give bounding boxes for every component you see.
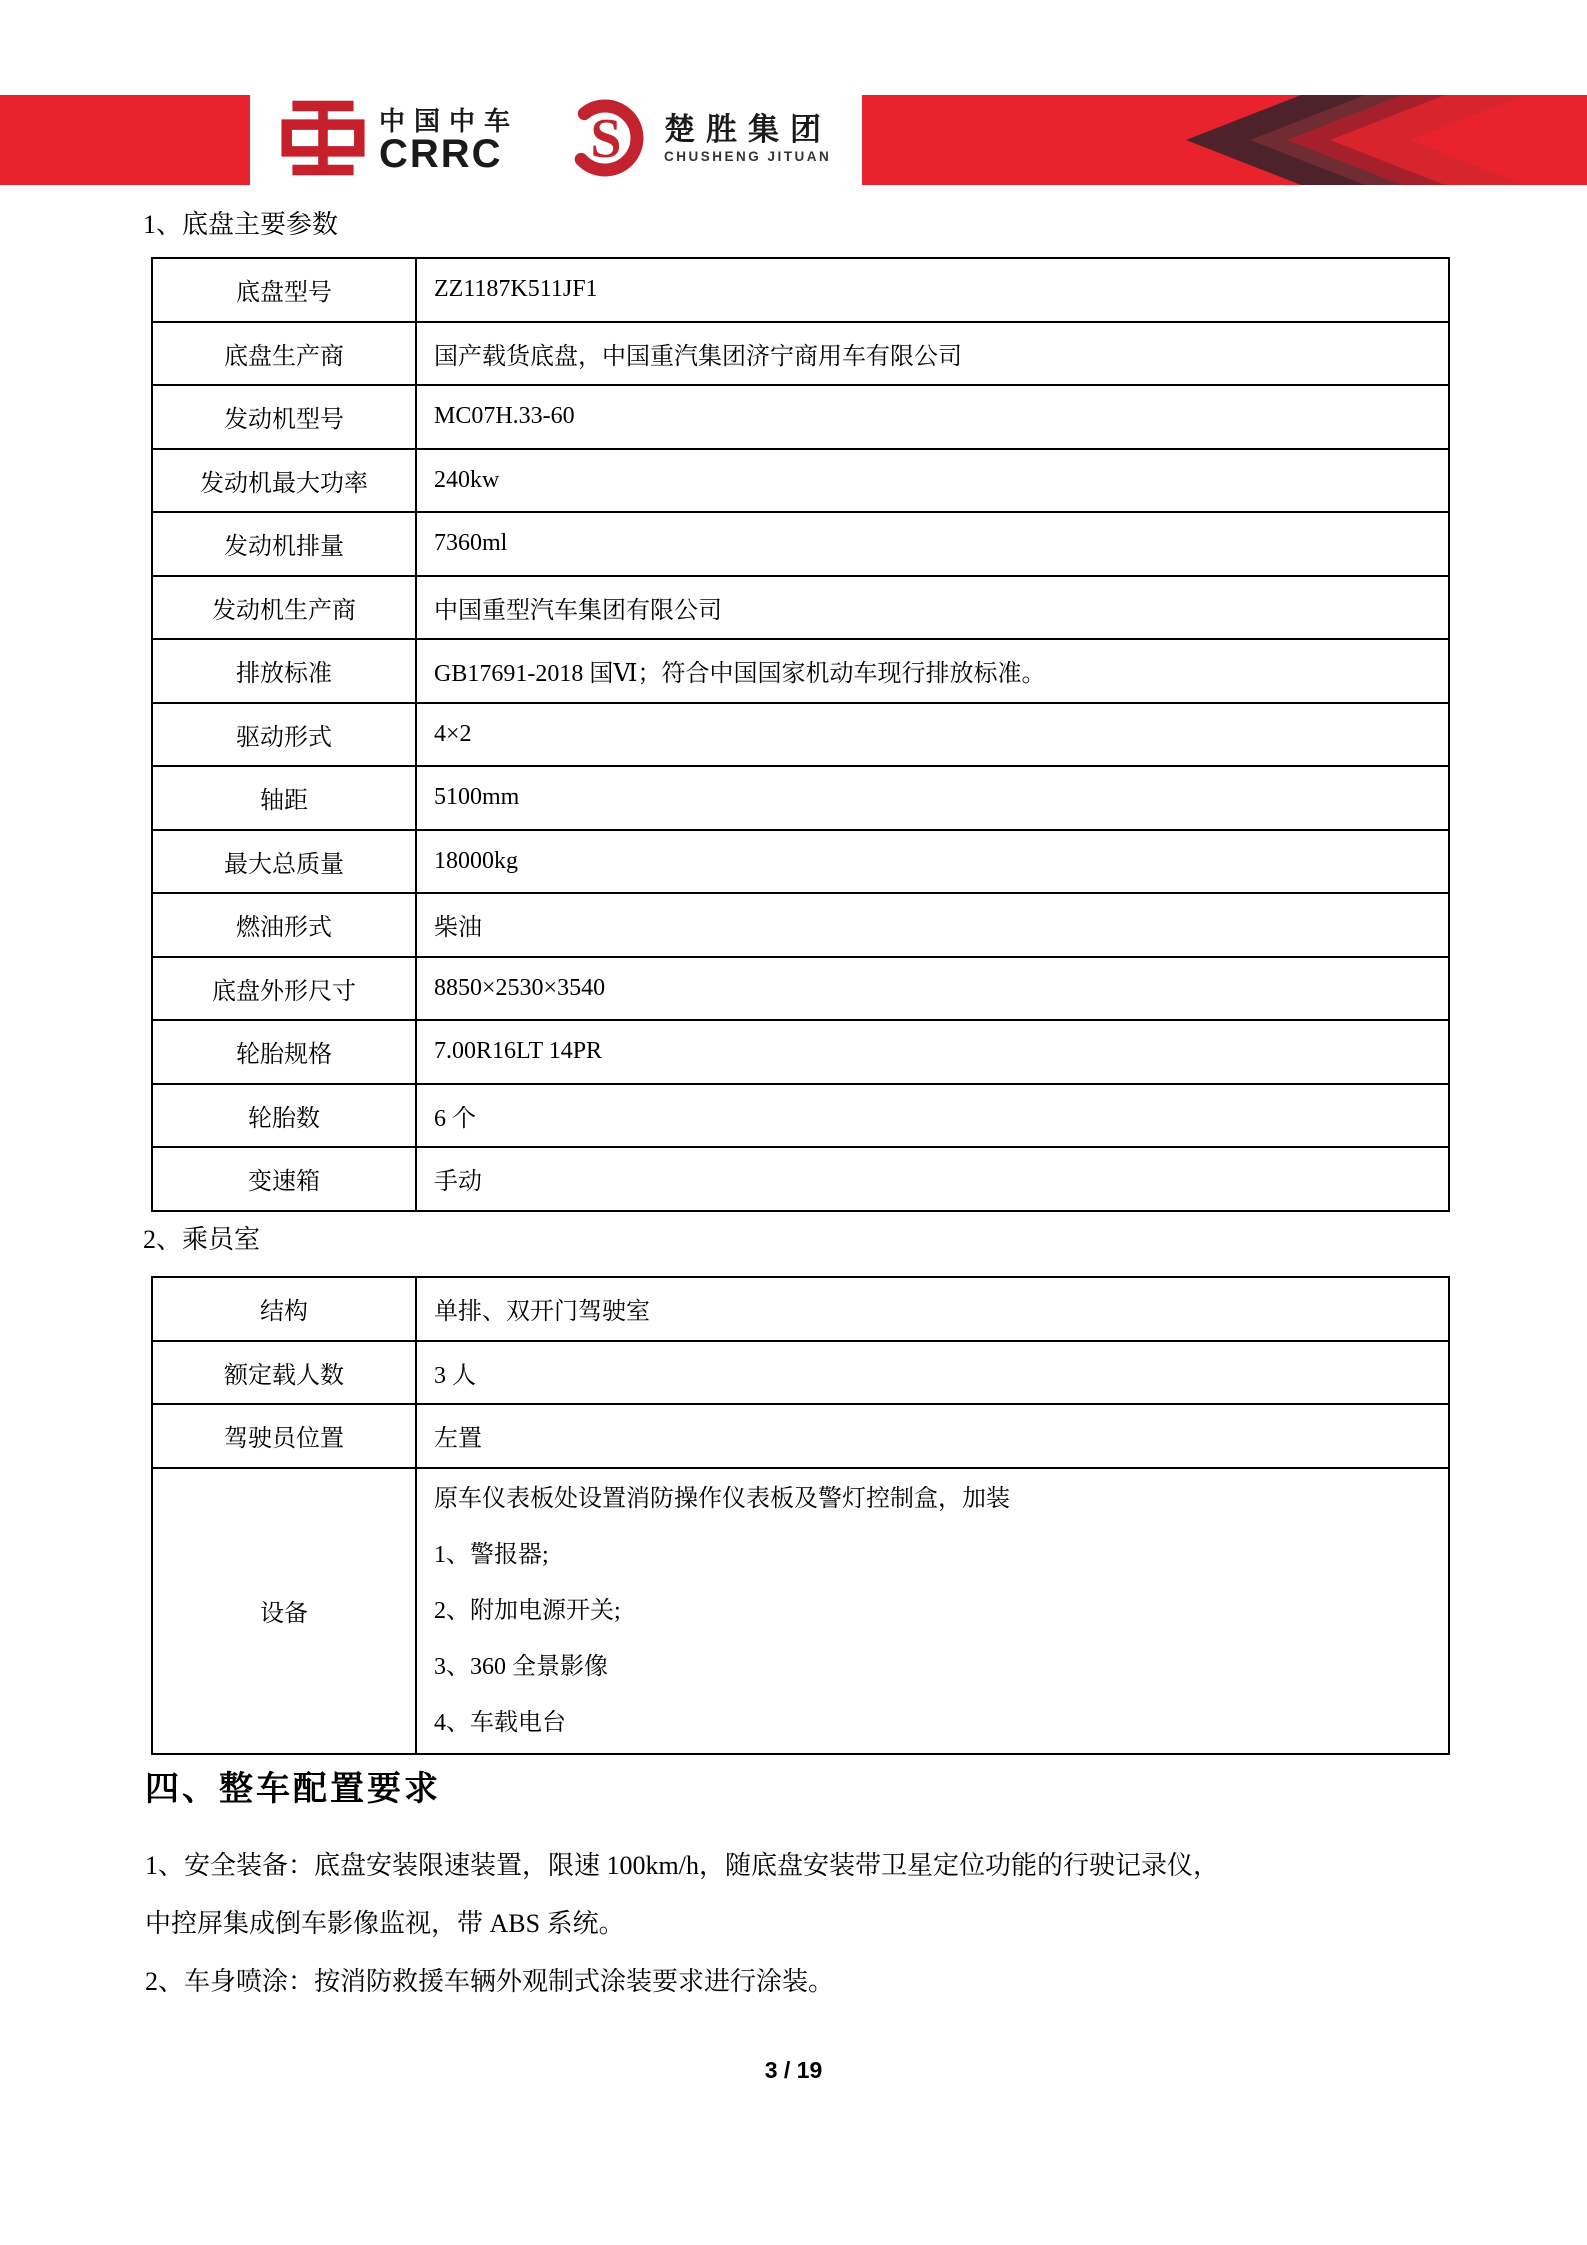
crrc-emblem-icon — [280, 99, 366, 182]
table-row — [152, 766, 1449, 830]
row-value: 国产载货底盘，中国重汽集团济宁商用车有限公司 — [416, 322, 1449, 386]
row-label: 设备 — [152, 1468, 416, 1754]
row-label: 变速箱 — [152, 1147, 416, 1211]
row-label: 排放标准 — [152, 639, 416, 703]
section1-heading: 1、底盘主要参数 — [143, 210, 339, 239]
row-value: GB17691-2018 国Ⅵ；符合中国国家机动车现行排放标准。 — [416, 639, 1449, 703]
row-label: 轴距 — [152, 766, 416, 830]
svg-text:S: S — [590, 107, 622, 170]
equipment-line: 原车仪表板处设置消防操作仪表板及警灯控制盒，加装 — [434, 1485, 1010, 1512]
row-value: MC07H.33-60 — [416, 385, 1449, 449]
equipment-line: 3、360 全景影像 — [434, 1653, 608, 1680]
crew-cabin-table — [151, 1276, 1450, 1755]
row-label: 轮胎规格 — [152, 1020, 416, 1084]
row-label: 发动机型号 — [152, 385, 416, 449]
row-value: 左置 — [416, 1404, 1449, 1468]
equipment-line: 4、车载电台 — [434, 1709, 566, 1736]
row-value: 3 人 — [416, 1341, 1449, 1405]
crrc-logo-text — [378, 106, 519, 176]
table-row — [152, 1404, 1449, 1468]
row-label: 发动机最大功率 — [152, 449, 416, 513]
table-row — [152, 1277, 1449, 1341]
row-value: ZZ1187K511JF1 — [416, 258, 1449, 322]
body-paragraph-line: 中控屏集成倒车影像监视，带 ABS 系统。 — [145, 1909, 625, 1938]
table-row — [152, 576, 1449, 640]
table-row — [152, 258, 1449, 322]
row-value: 中国重型汽车集团有限公司 — [416, 576, 1449, 640]
table-row — [152, 1341, 1449, 1405]
row-label: 驾驶员位置 — [152, 1404, 416, 1468]
body-paragraph-line: 2、车身喷涂：按消防救援车辆外观制式涂装要求进行涂装。 — [145, 1967, 835, 1996]
equipment-line: 1、警报器; — [434, 1541, 549, 1568]
table-row — [152, 1084, 1449, 1148]
chusheng-name-en: CHUSHENG JITUAN — [664, 149, 832, 164]
row-value: 18000kg — [416, 830, 1449, 894]
chusheng-logo — [565, 98, 832, 183]
row-value: 240kw — [416, 449, 1449, 513]
table-row — [152, 639, 1449, 703]
header-logos — [250, 95, 862, 185]
chusheng-logo-text — [664, 113, 832, 167]
row-label: 底盘生产商 — [152, 322, 416, 386]
row-label: 发动机排量 — [152, 512, 416, 576]
section4-heading: 四、整车配置要求 — [145, 1771, 441, 1808]
row-label: 底盘型号 — [152, 258, 416, 322]
row-label: 燃油形式 — [152, 893, 416, 957]
page-number: 3 / 19 — [764, 2057, 823, 2083]
row-value: 5100mm — [416, 766, 1449, 830]
row-value: 手动 — [416, 1147, 1449, 1211]
table-row — [152, 703, 1449, 767]
row-value: 7.00R16LT 14PR — [416, 1020, 1449, 1084]
row-label: 发动机生产商 — [152, 576, 416, 640]
row-value — [416, 1468, 1449, 1754]
row-value: 4×2 — [416, 703, 1449, 767]
chassis-parameters-table — [151, 257, 1450, 1212]
table-row — [152, 512, 1449, 576]
row-value: 单排、双开门驾驶室 — [416, 1277, 1449, 1341]
row-label: 轮胎数 — [152, 1084, 416, 1148]
crrc-name-cn: 中国中车 — [378, 106, 519, 136]
section2-heading: 2、乘员室 — [143, 1225, 261, 1254]
row-label: 驱动形式 — [152, 703, 416, 767]
table-row — [152, 1147, 1449, 1211]
table-row — [152, 1468, 1449, 1754]
body-paragraph-line: 1、安全装备：底盘安装限速装置，限速 100km/h，随底盘安装带卫星定位功能的行驶记录仪， — [145, 1851, 1219, 1880]
chusheng-name-cn: 楚胜集团 — [664, 112, 832, 147]
row-value: 8850×2530×3540 — [416, 957, 1449, 1021]
table-row — [152, 449, 1449, 513]
table-row — [152, 957, 1449, 1021]
row-value: 7360ml — [416, 512, 1449, 576]
row-label: 最大总质量 — [152, 830, 416, 894]
row-label: 底盘外形尺寸 — [152, 957, 416, 1021]
row-label: 额定载人数 — [152, 1341, 416, 1405]
table-row — [152, 385, 1449, 449]
crrc-name-en: CRRC — [378, 132, 503, 176]
row-value: 柴油 — [416, 893, 1449, 957]
header-left-red-bar — [0, 95, 250, 185]
equipment-line: 2、附加电源开关; — [434, 1597, 621, 1624]
row-label: 结构 — [152, 1277, 416, 1341]
row-value: 6 个 — [416, 1084, 1449, 1148]
header-right-red-band — [862, 95, 1587, 185]
table-row — [152, 893, 1449, 957]
chusheng-emblem-icon — [565, 98, 651, 183]
table-row — [152, 322, 1449, 386]
table-row — [152, 1020, 1449, 1084]
crrc-logo — [280, 99, 519, 182]
table-row — [152, 830, 1449, 894]
